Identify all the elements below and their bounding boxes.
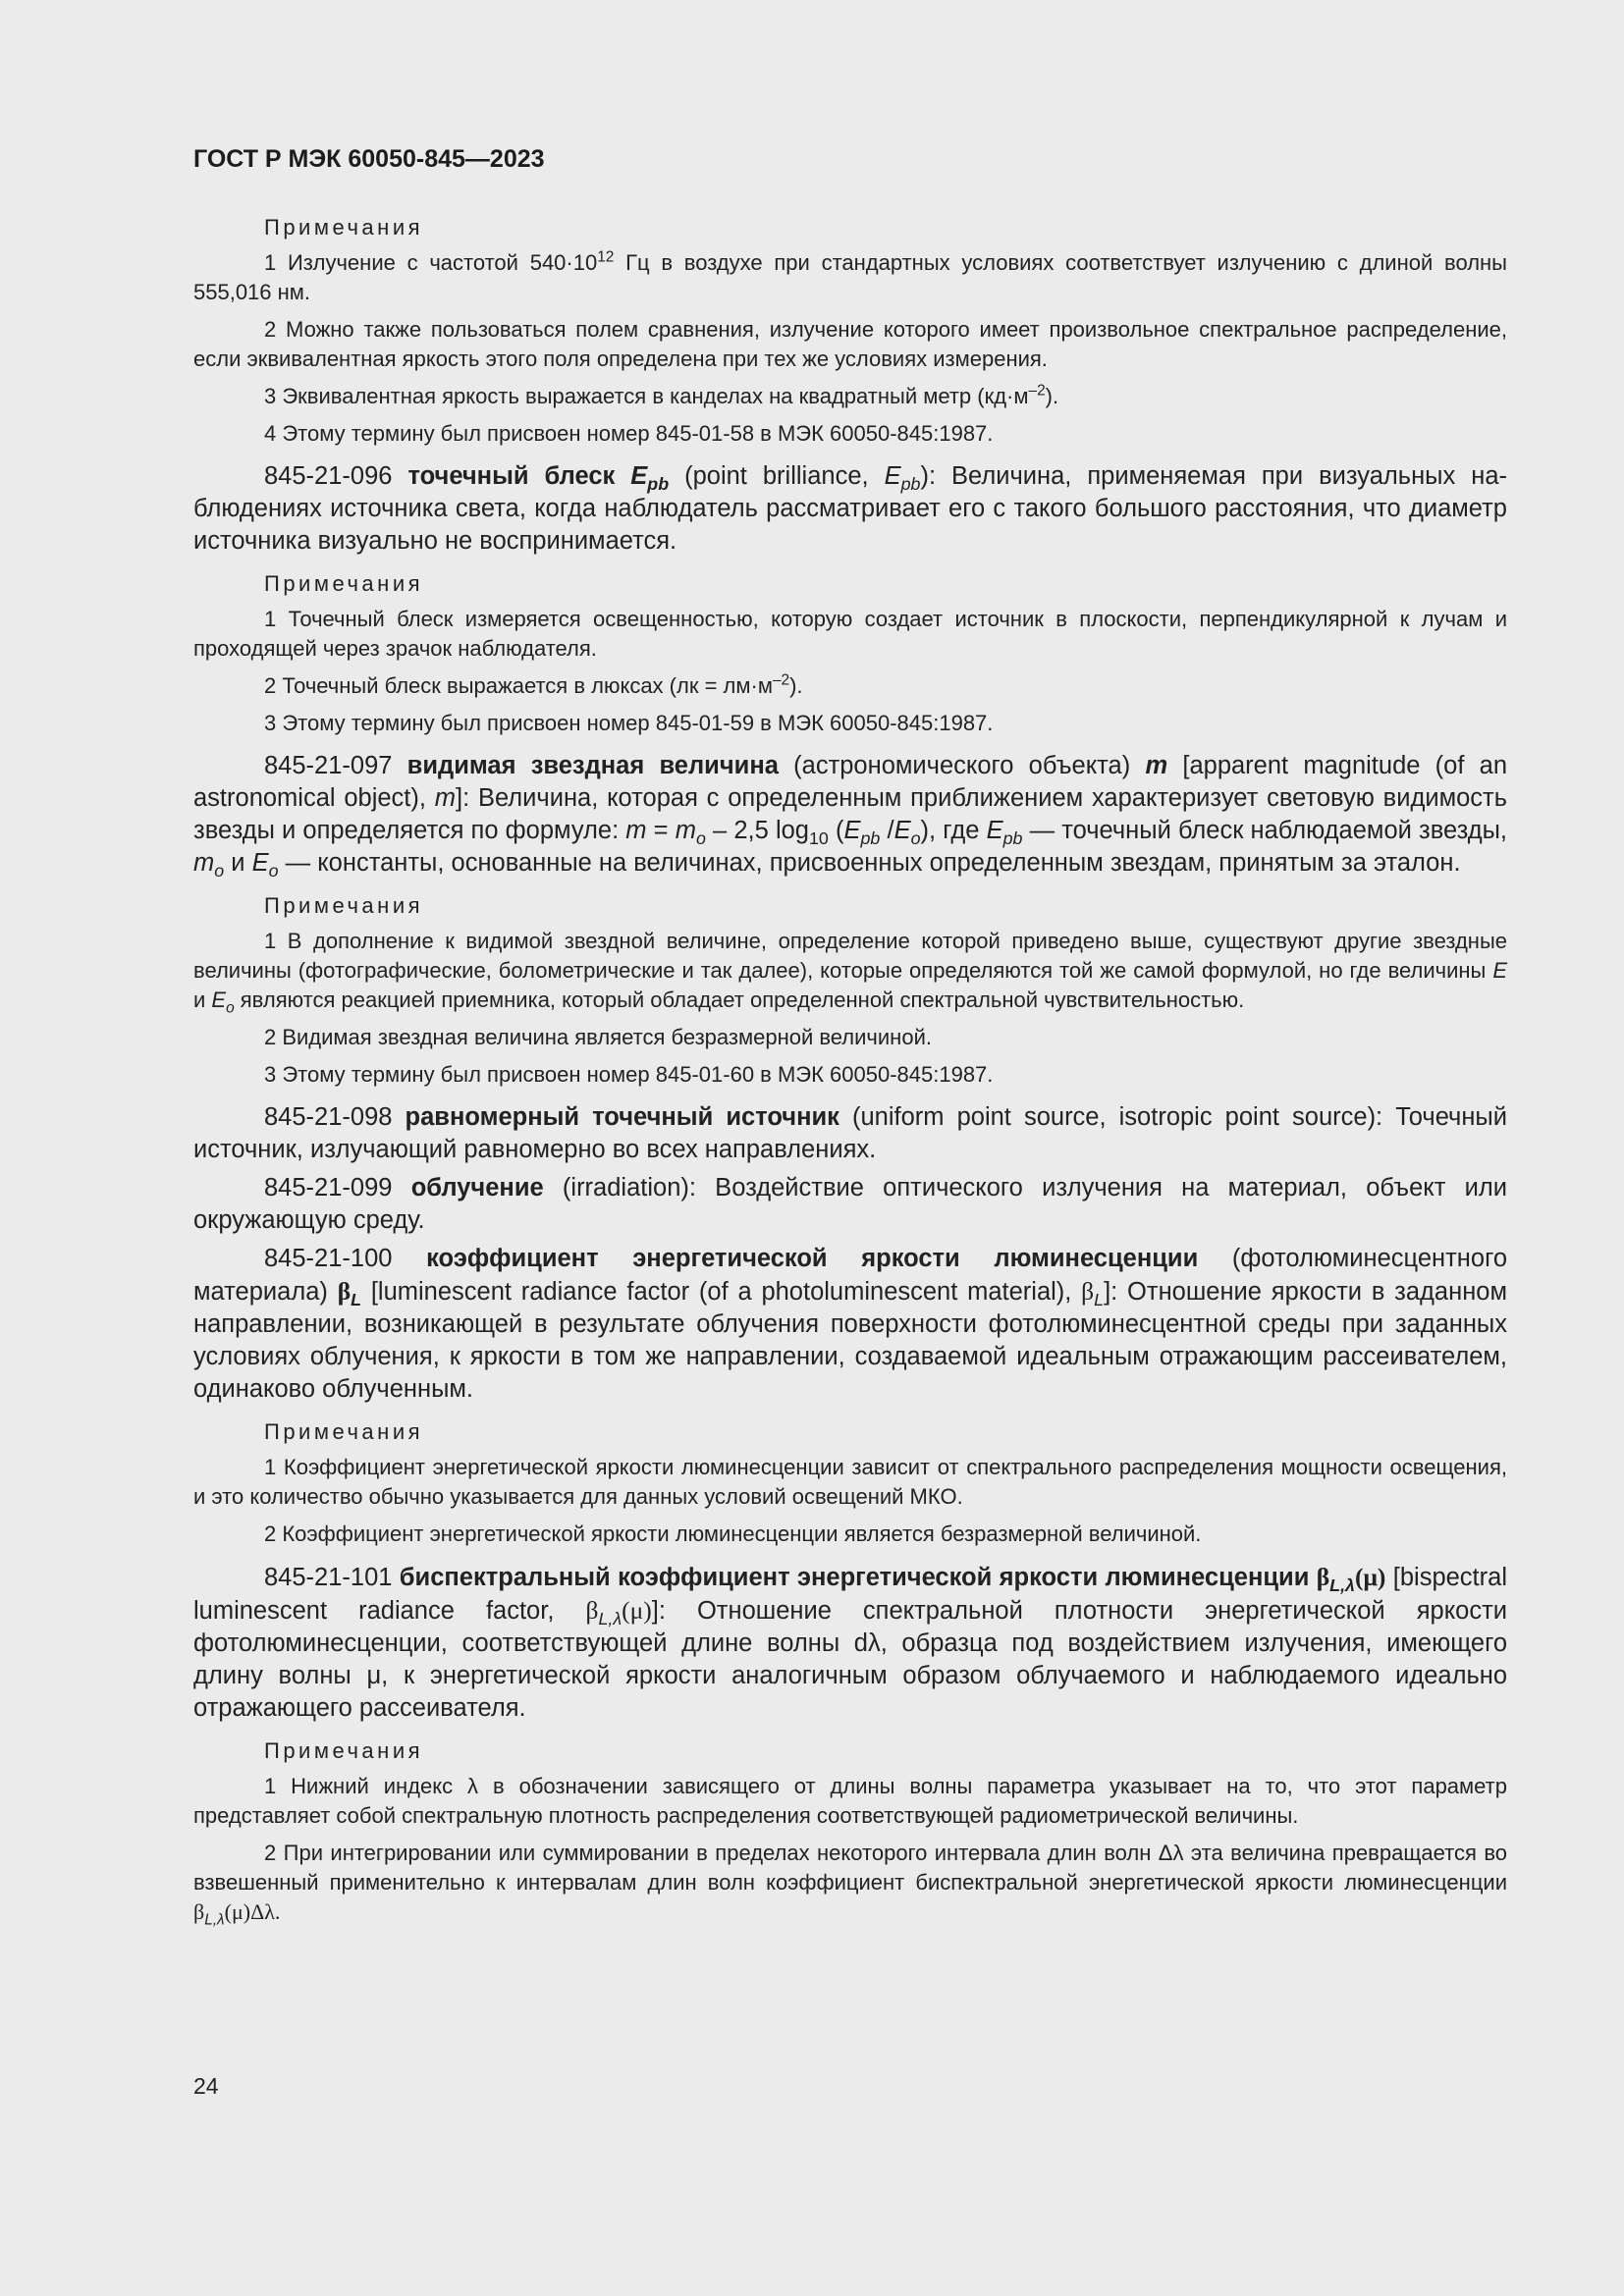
note-4: 4 Этому термину был присвоен номер 845-01-58 в МЭК 60050-845:1987. [264, 421, 994, 446]
notes-heading: Примечания [264, 571, 424, 596]
notes-heading: Примечания [264, 215, 424, 240]
note-3: 3 Эквивалентная яркость выражается в канделах на квадратный метр $(кд\cdot м^{-2})$. [264, 382, 1059, 408]
note-2: 2 Коэффициент энергетической яркости люминесценции является безразмерной величиной. [264, 1522, 1202, 1546]
note-1: 1 В дополнение к видимой звездной величине, определение которой приведено выше, существуют другие звездные величины (фотографические, болометрические и так далее), которые определяются той же самой формулой, но где величины E и $E_o$ являются реакцией приемника, который обладает определенной спектральной чувствительностью. [193, 929, 1507, 1017]
notes-heading: Примечания [264, 1419, 424, 1444]
note-3: 3 Этому термину был присвоен номер 845-01-60 в МЭК 60050-845:1987. [264, 1062, 994, 1087]
note-1: 1 Коэффициент энергетической яркости люминесценции зависит от спектрального распределения мощности освещения, и это количество обычно указывается для данных условий освещений МКО. [193, 1455, 1507, 1509]
page-number: 24 [193, 2073, 219, 2099]
document-header: ГОСТ Р МЭК 60050-845—2023 [193, 145, 545, 173]
note-2: 2 При интегрировании или суммировании в пределах некоторого интервала длин волн Δλ эта величина превращается во взвешенный применительно к интервалам длин волн коэффициент биспектральной энергетической яркости люминесценции $\beta_{L,\lambda}(\mu)\Delta\lambda$. [193, 1841, 1507, 1929]
term-845-21-099: 845-21-099 облучение (irradiation): Воздействие оптического излучения на материал, объект или окружающую среду. [193, 1174, 1507, 1234]
note-2: 2 Видимая звездная величина является безразмерной величиной. [264, 1025, 932, 1049]
page-content [193, 145, 1507, 1935]
term-845-21-096: 845-21-096 точечный блеск $E_{pb}$ (point brilliance, $E_{pb}$): Величина, применяемая при визуальных наблюдениях источника света, когда наблюдатель рассматривает его с такого большого расстояния, что диаметр источника визуально не воспринимается. [193, 462, 1508, 555]
term-845-21-101: 845-21-101 биспектральный коэффициент энергетической яркости люминесценции $\beta_{L,\lambda}(\mu)$ [bispectral luminescent radiance factor, $\beta_{L,\lambda}(\mu)$]: Отношение спектральной плотности энергетической яркости фотолюминесценции, соответствующей длине волны dλ, образца под воздействием излучения, имеющего длину волны μ, к энергетической яркости аналогичным образом облучаемого и наблюдаемого идеально отражающего рассеивателя. [193, 1563, 1507, 1722]
term-845-21-098: 845-21-098 равномерный точечный источник (uniform point source, isotropic point source): Точечный источник, излучающий равномерно во всех направлениях. [193, 1103, 1507, 1163]
note-3: 3 Этому термину был присвоен номер 845-01-59 в МЭК 60050-845:1987. [264, 711, 994, 735]
term-845-21-100: 845-21-100 коэффициент энергетической яркости люминесценции (фотолюминесцентного материала) $\beta_L$ [luminescent radiance factor (of a photoluminescent material), $\beta_L$]: Отношение яркости в заданном направлении, возникающей в результате облучения поверхности фотолюминесцентной среды при заданных условиях облучения, к яркости в том же направлении, создаваемой идеальным отражающим рассеивателем, одинаково облученным. [193, 1245, 1507, 1403]
note-1: 1 Нижний индекс λ в обозначении зависящего от длины волны параметра указывает на то, что этот параметр представляет собой спектральную плотность распределения соответствующей радиометрической величины. [193, 1774, 1507, 1828]
note-2: 2 Точечный блеск выражается в люксах $(лк = лм\cdot м^{-2})$. [264, 671, 803, 698]
term-845-21-097: 845-21-097 видимая звездная величина (астрономического объекта) m [apparent magnitude (of an astronomical object), m]: Величина, которая с определенным приближением характеризует световую видимость звезды и определяется по формуле: $m = m_o - 2,5$ $\log_{10} (E_{pb}$ $/E_o$), где $E_{pb}$ — точечный блеск наблюдаемой звезды, $m_o$ и $E_o$ — константы, основанные на величинах, присвоенных определенным звездам, принятым за эталон. [193, 752, 1508, 881]
notes-heading: Примечания [264, 1738, 424, 1763]
notes-heading: Примечания [264, 893, 424, 918]
note-1: 1 Излучение с частотой $540\cdot 10^{12}$ Гц в воздухе при стандартных условиях соответствует излучению с длиной волны 555,016 нм. [193, 248, 1507, 304]
note-2: 2 Можно также пользоваться полем сравнения, излучение которого имеет произвольное спектральное распределение, если эквивалентная яркость этого поля определена при тех же условиях измерения. [193, 317, 1507, 371]
note-1: 1 Точечный блеск измеряется освещенностью, которую создает источник в плоскости, перпендикулярной к лучам и проходящей через зрачок наблюдателя. [193, 607, 1507, 661]
